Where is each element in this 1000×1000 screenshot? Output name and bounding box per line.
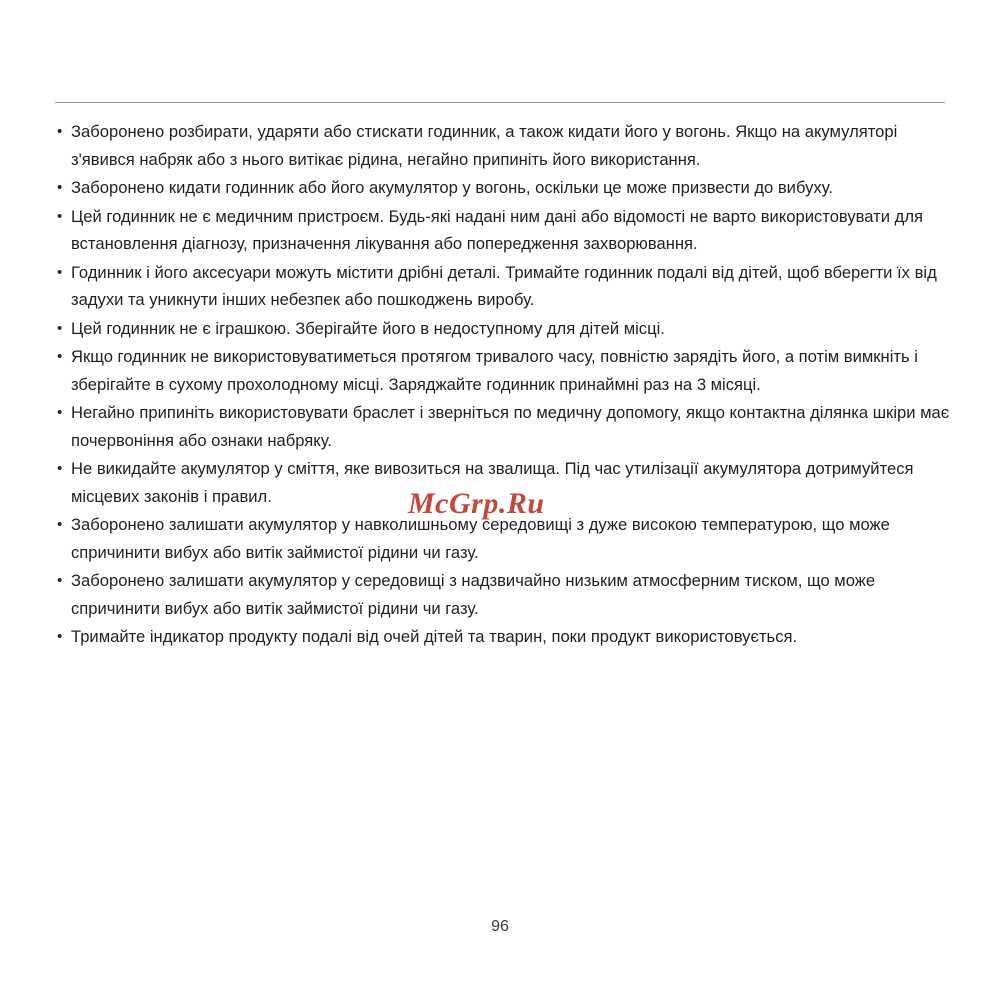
- list-item: • Заборонено залишати акумулятор у навколишньому середовищі з дуже високою температурою, що може спричинити вибух або витік займистої рідини чи газу.: [55, 511, 950, 566]
- watermark: McGrp.Ru: [408, 487, 545, 520]
- page-number: 96: [491, 918, 509, 935]
- list-item: • Цей годинник не є медичним пристроєм. Будь-які надані ним дані або відомості не варто використовувати для встановлення діагнозу, призначення лікування або попередження захворювання.: [55, 203, 950, 258]
- list-item: • Не викидайте акумулятор у сміття, яке вивозиться на звалища. Під час утилізації акумулятора дотримуйтеся місцевих законів і правил.: [55, 455, 950, 510]
- list-item: • Годинник і його аксесуари можуть містити дрібні деталі. Тримайте годинник подалі від дітей, щоб вберегти їх від задухи та уникнути інших небезпек або пошкоджень виробу.: [55, 259, 950, 314]
- horizontal-divider: [55, 102, 945, 103]
- list-item: • Якщо годинник не використовуватиметься протягом тривалого часу, повністю зарядіть його, а потім вимкніть і зберігайте в сухому прохолодному місці. Заряджайте годинник принаймні раз на 3 місяці.: [55, 343, 950, 398]
- list-item: • Заборонено залишати акумулятор у середовищі з надзвичайно низьким атмосферним тиском, що може спричинити вибух або витік займистої рідини чи газу.: [55, 567, 950, 622]
- list-item: • Тримайте індикатор продукту подалі від очей дітей та тварин, поки продукт використовується.: [55, 623, 950, 651]
- list-item: • Цей годинник не є іграшкою. Зберігайте його в недоступному для дітей місці.: [55, 315, 950, 343]
- warning-list: [55, 118, 950, 651]
- safety-warnings-section: [55, 118, 950, 652]
- list-item: • Заборонено кидати годинник або його акумулятор у вогонь, оскільки це може призвести до вибуху.: [55, 174, 950, 202]
- list-item: • Заборонено розбирати, ударяти або стискати годинник, а також кидати його у вогонь. Якщо на акумуляторі з'явився набряк або з нього витікає рідина, негайно припиніть його використання.: [55, 118, 950, 173]
- list-item: • Негайно припиніть використовувати браслет і зверніться по медичну допомогу, якщо контактна ділянка шкіри має почервоніння або ознаки набряку.: [55, 399, 950, 454]
